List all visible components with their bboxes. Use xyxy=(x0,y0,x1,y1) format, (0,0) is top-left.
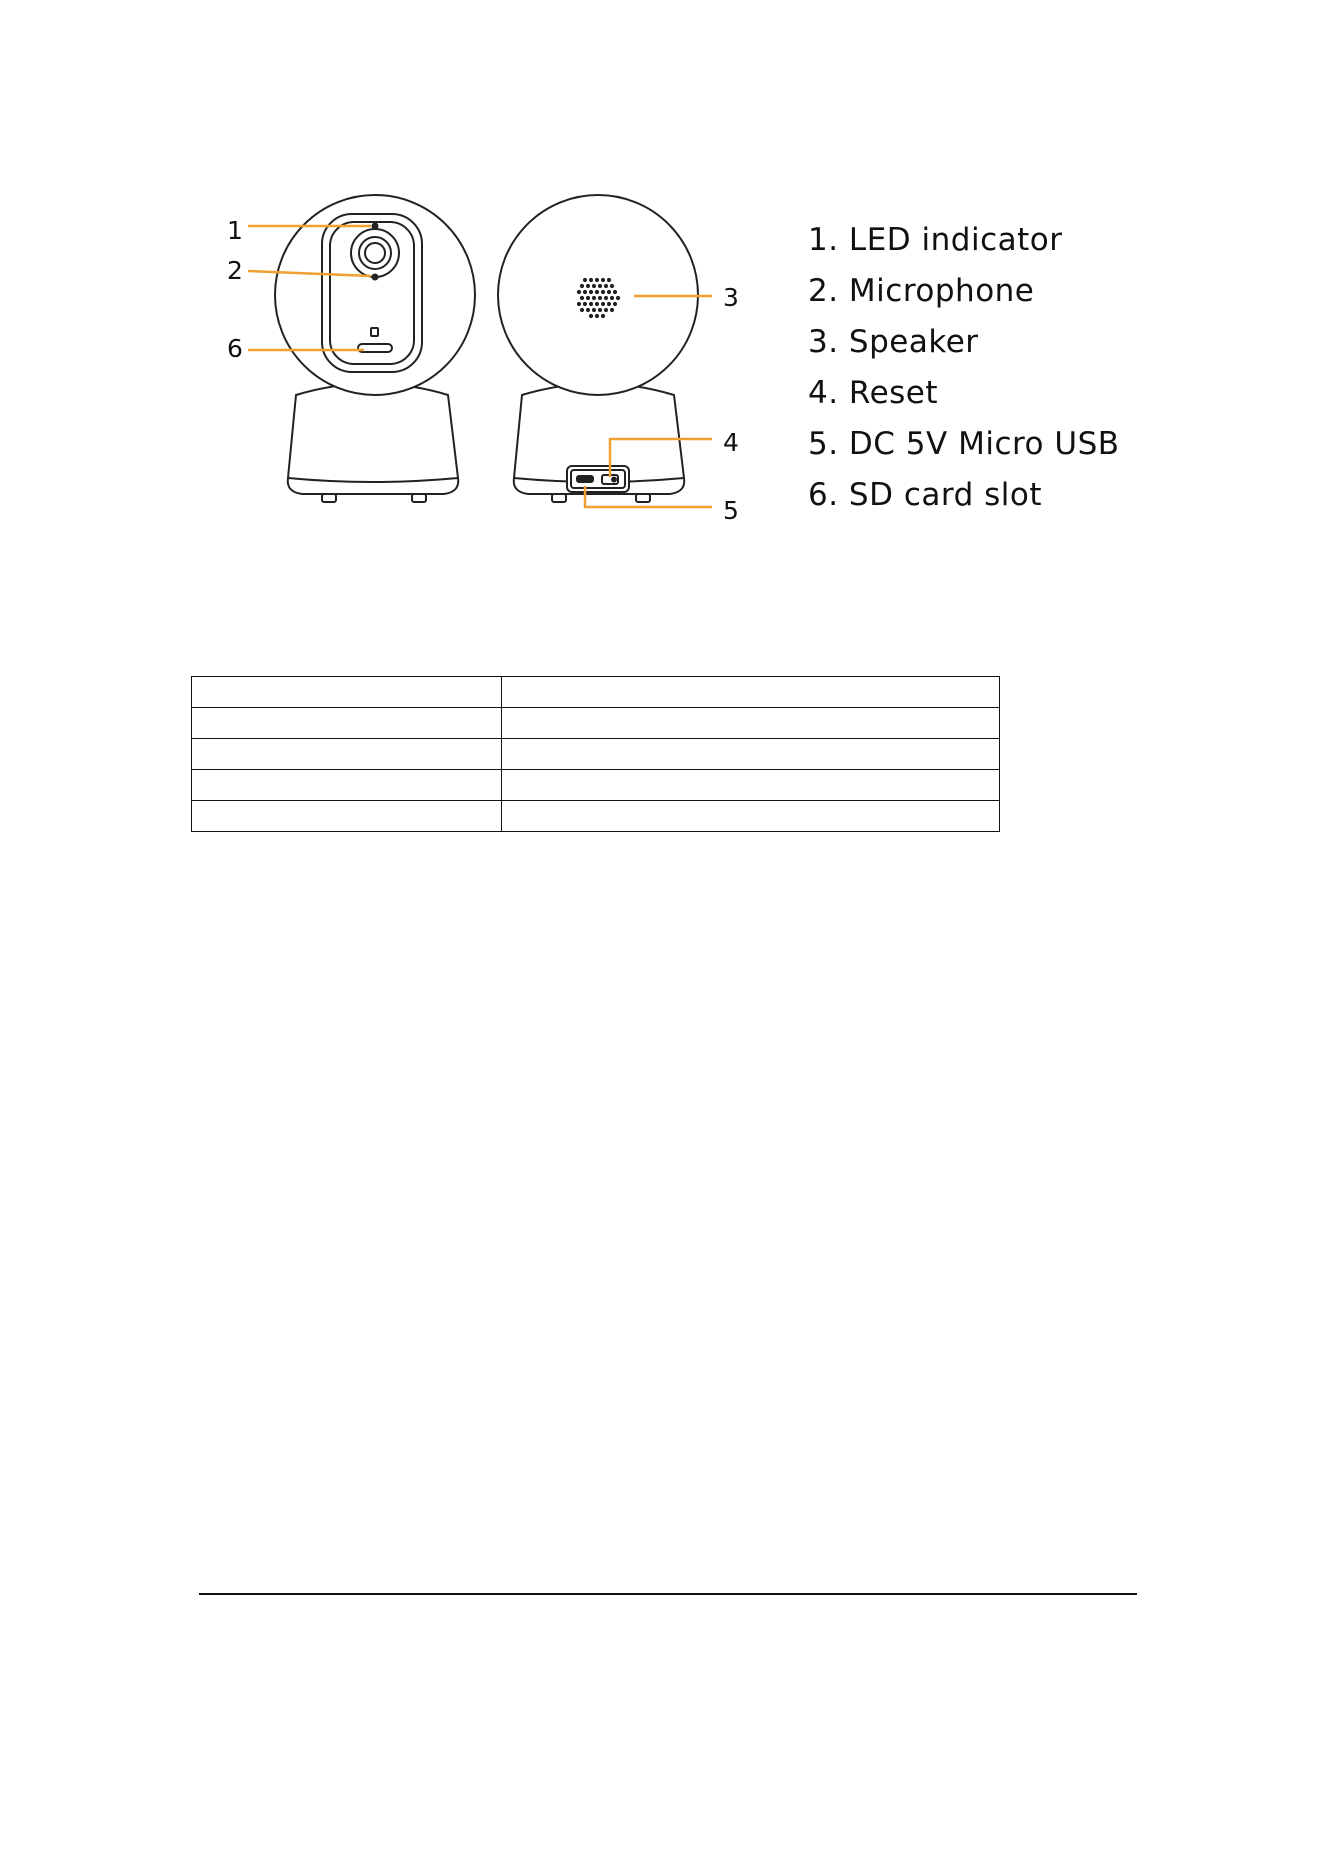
table-cell xyxy=(502,770,1000,801)
rear-camera-illustration xyxy=(498,195,698,502)
table-cell xyxy=(502,708,1000,739)
table-cell xyxy=(192,708,502,739)
table-cell xyxy=(192,677,502,708)
legend-item-sd-card-slot: 6. SD card slot xyxy=(808,477,1042,513)
camera-diagram xyxy=(0,0,1324,560)
legend-item-led-indicator: 1. LED indicator xyxy=(808,222,1063,258)
callout-number-6: 6 xyxy=(227,334,243,363)
callout-number-2: 2 xyxy=(227,256,243,285)
legend-item-speaker: 3. Speaker xyxy=(808,324,979,360)
callout-number-3: 3 xyxy=(723,283,739,312)
table-cell xyxy=(192,770,502,801)
front-camera-illustration xyxy=(275,195,475,502)
component-legend xyxy=(808,215,1120,521)
table-row xyxy=(192,801,1000,832)
table-row xyxy=(192,677,1000,708)
table-cell xyxy=(192,801,502,832)
callout-number-5: 5 xyxy=(723,496,739,525)
callout-number-1: 1 xyxy=(227,216,243,245)
legend-item-reset: 4. Reset xyxy=(808,375,939,411)
legend-item-micro-usb: 5. DC 5V Micro USB xyxy=(808,426,1120,462)
table-cell xyxy=(192,739,502,770)
table-row xyxy=(192,708,1000,739)
table-cell xyxy=(502,677,1000,708)
spec-table xyxy=(191,676,1000,832)
legend-item-microphone: 2. Microphone xyxy=(808,273,1035,309)
table-row xyxy=(192,770,1000,801)
table-cell xyxy=(502,739,1000,770)
table-cell xyxy=(502,801,1000,832)
spec-table-body xyxy=(192,677,1000,832)
table-row xyxy=(192,739,1000,770)
footer-divider xyxy=(199,1593,1137,1595)
callout-number-4: 4 xyxy=(723,428,739,457)
